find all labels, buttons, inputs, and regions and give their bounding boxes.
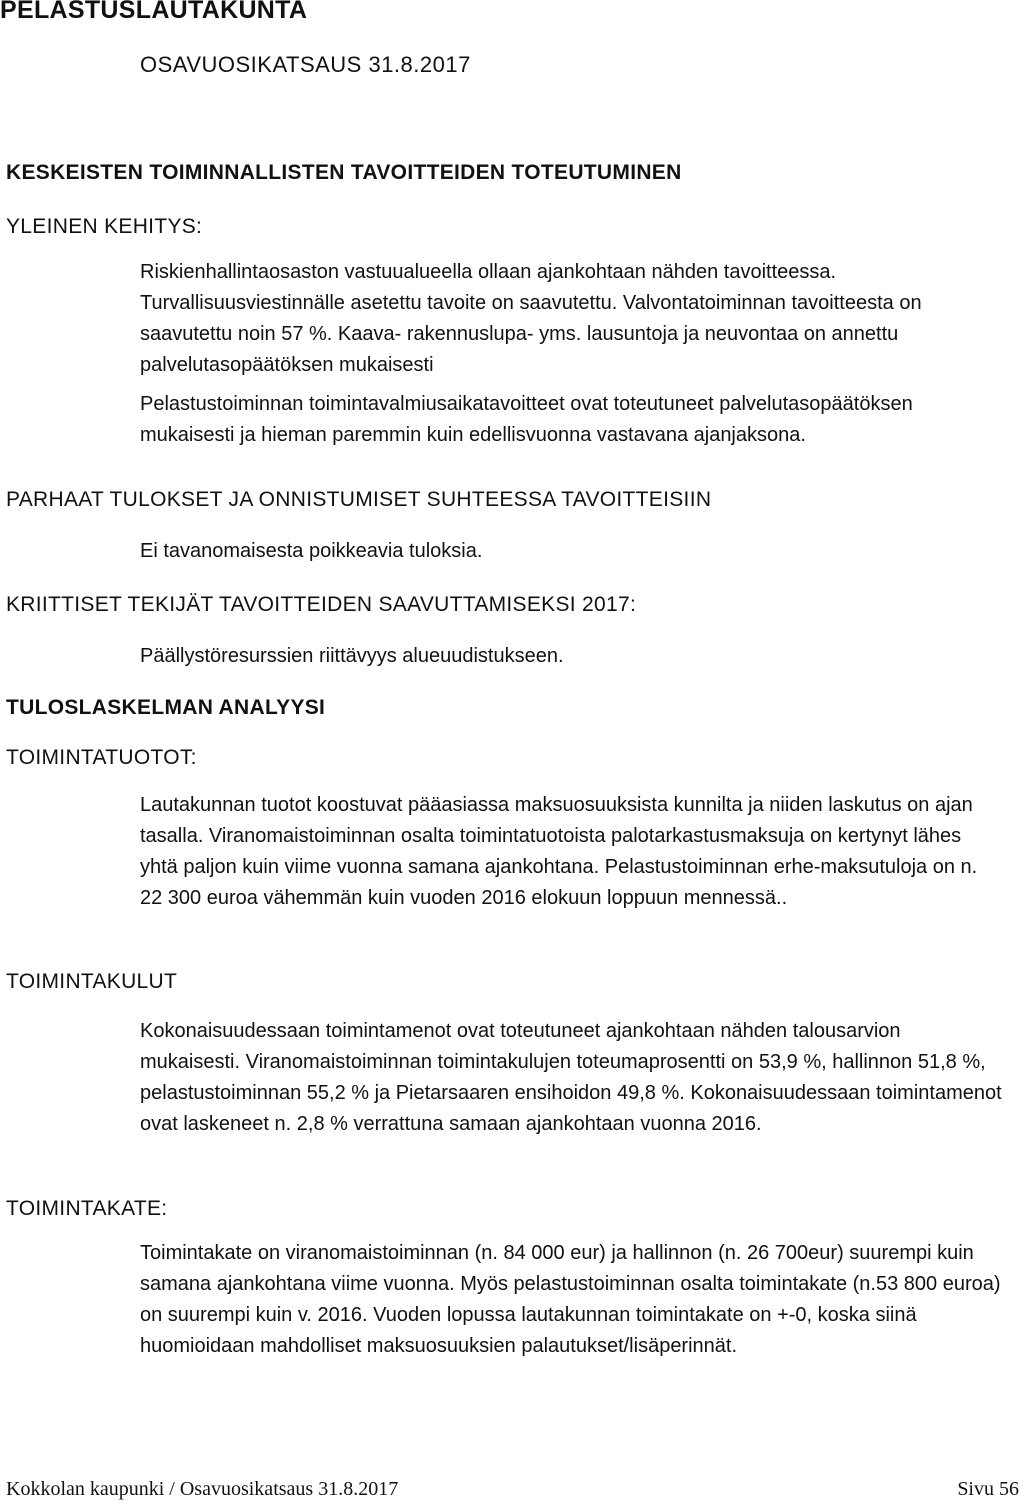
general-development-paragraph-2 [140,389,1002,451]
general-development-paragraph-1 [140,257,1002,381]
income-statement-title: TULOSLASKELMAN ANALYYSI [6,696,326,719]
footer-page-number: Sivu 56 [957,1478,1019,1500]
best-results-text: Ei tavanomaisesta poikkeavia tuloksia. [140,540,483,562]
general-development-label: YLEINEN KEHITYS: [6,215,203,238]
operating-income-paragraph [140,790,1002,914]
operating-costs-label: TOIMINTAKULUT [6,970,178,993]
operating-costs-paragraph [140,1016,1002,1140]
paragraph-text: Pelastustoiminnan toimintavalmiusaikatavoitteet ovat toteutuneet palvelutasopäätöksen mukaisesti ja hieman paremmin kuin edellisvuonna vastavana ajanjaksona. [140,393,913,446]
best-results-label: PARHAAT TULOKSET JA ONNISTUMISET SUHTEESSA TAVOITTEISIIN [6,488,712,511]
operating-margin-label: TOIMINTAKATE: [6,1197,168,1220]
section-title-goals: KESKEISTEN TOIMINNALLISTEN TAVOITTEIDEN TOTEUTUMINEN [6,161,682,184]
critical-factors-text: Päällystöresurssien riittävyys alueuudistukseen. [140,645,564,667]
report-subtitle: OSAVUOSIKATSAUS 31.8.2017 [140,52,471,77]
operating-margin-paragraph [140,1238,1002,1362]
paragraph-text: Lautakunnan tuotot koostuvat pääasiassa maksuosuuksista kunnilta ja niiden laskutus on ajan tasalla. Viranomaistoiminnan osalta toimintatuotoista palotarkastusmaksuja on kertynyt lähes yhtä paljon kuin viime vuonna samana ajankohtana. Pelastustoiminnan erhe-maksutuloja on n. 22 300 euroa vähemmän kuin vuoden 2016 elokuun loppuun mennessä.. [140,794,978,909]
footer-document-title: Kokkolan kaupunki / Osavuosikatsaus 31.8.2017 [6,1478,399,1500]
paragraph-text: Riskienhallintaosaston vastuualueella ollaan ajankohtaan nähden tavoitteessa. Turvallisuusviestinnälle asetettu tavoite on saavutettu. Valvontatoiminnan tavoitteesta on saavutettu noin 57 %. Kaava- rakennuslupa- yms. lausuntoja ja neuvontaa on annettu palvelutasopäätöksen mukaisesti [140,261,922,376]
paragraph-text: Toimintakate on viranomaistoiminnan (n. 84 000 eur) ja hallinnon (n. 26 700eur) suurempi kuin samana ajankohtana viime vuonna. Myös pelastustoiminnan osalta toimintakate (n.53 800 euroa) on suurempi kuin v. 2016. Vuoden lopussa lautakunnan toimintakate on +-0, koska siinä huomioidaan mahdolliset maksuosuuksien palautukset/lisäperinnät. [140,1242,1001,1357]
organization-title: PELASTUSLAUTAKUNTA [0,0,308,24]
operating-income-label: TOIMINTATUOTOT: [6,746,197,769]
critical-factors-label: KRIITTISET TEKIJÄT TAVOITTEIDEN SAAVUTTAMISEKSI 2017: [6,593,637,616]
paragraph-text: Kokonaisuudessaan toimintamenot ovat toteutuneet ajankohtaan nähden talousarvion mukaisesti. Viranomaistoiminnan toimintakulujen toteumaprosentti on 53,9 %, hallinnon 51,8 %, pelastustoiminnan 55,2 % ja Pietarsaaren ensihoidon 49,8 %. Kokonaisuudessaan toimintamenot ovat laskeneet n. 2,8 % verrattuna samaan ajankohtaan vuonna 2016. [140,1020,1002,1135]
